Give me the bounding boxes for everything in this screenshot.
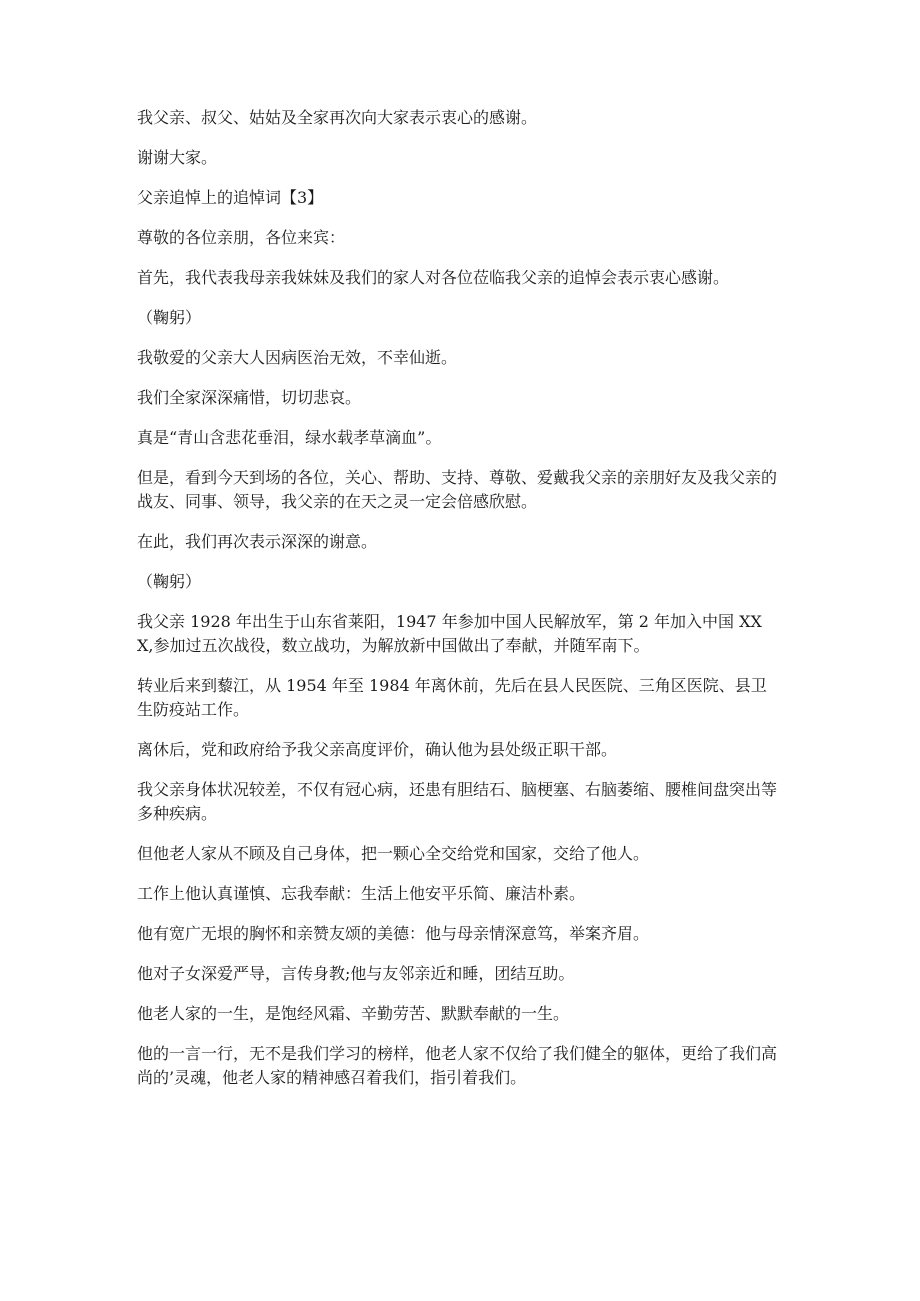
paragraph-retirement: 离休后，党和政府给予我父亲高度评价，确认他为县处级正职干部。: [137, 740, 618, 759]
paragraph-attendees: 但是，看到今天到场的各位，关心、帮助、支持、尊敬、爱戴我父亲的亲朋好友及我父亲的战友、同事、领导，我父亲的在天之灵一定会倍感欣慰。: [137, 468, 778, 511]
paragraph-lifetime: 他老人家的一生，是饱经风霜、辛勤劳苦、默默奉献的一生。: [137, 1004, 570, 1023]
paragraph-biography: 我父亲 1928 年出生于山东省莱阳，1947 年参加中国人民解放军，第 2 年加入中国 XXX,参加过五次战役，数立战功，为解放新中国做出了奉献，并随军南下。: [137, 612, 762, 655]
paragraph-thanks-family: 我父亲、叔父、姑姑及全家再次向大家表示衷心的感谢。: [137, 108, 538, 127]
paragraph-health: 我父亲身体状况较差，不仅有冠心病，还患有胆结石、脑梗塞、右脑萎缩、腰椎间盘突出等多种疾病。: [137, 780, 778, 823]
paragraph-thanks-all: 谢谢大家。: [137, 148, 218, 167]
section-heading: 父亲追悼上的追悼词【3】: [137, 188, 324, 207]
paragraph-career: 转业后来到藜江，从 1954 年至 1984 年离休前，先后在县人民医院、三角区医院、县卫生防疫站工作。: [137, 676, 767, 719]
paragraph-legacy: 他的一言一行，无不是我们学习的榜样，他老人家不仅给了我们健全的躯体，更给了我们高尚的’灵魂，他老人家的精神感召着我们，指引着我们。: [137, 1044, 778, 1087]
paragraph-gratitude: 在此，我们再次表示深深的谢意。: [137, 532, 378, 551]
paragraph-family-neighbors: 他对子女深爱严导，言传身教;他与友邻亲近和睡，团结互助。: [137, 964, 575, 983]
paragraph-bow-1: （鞠躬）: [137, 308, 202, 327]
paragraph-couplet: 真是“青山含悲花垂泪，绿水载孝草滴血”。: [137, 428, 442, 447]
paragraph-virtue: 他有宽广无垠的胸怀和亲赞友颂的美德：他与母亲情深意笃，举案齐眉。: [137, 924, 650, 943]
paragraph-grief: 我们全家深深痛惜，切切悲哀。: [137, 388, 362, 407]
paragraph-dedication: 但他老人家从不顾及自己身体，把一颗心全交给党和国家，交给了他人。: [137, 844, 650, 863]
document-body: [137, 106, 777, 1106]
paragraph-salutation: 尊敬的各位亲朋，各位来宾：: [137, 228, 346, 247]
paragraph-work-life: 工作上他认真谨慎、忘我奉献：生活上他安平乐简、廉洁朴素。: [137, 884, 586, 903]
paragraph-bow-2: （鞠躬）: [137, 572, 202, 591]
paragraph-passing: 我敬爱的父亲大人因病医治无效，不幸仙逝。: [137, 348, 458, 367]
paragraph-opening: 首先，我代表我母亲我妹妹及我们的家人对各位莅临我父亲的追悼会表示衷心感谢。: [137, 268, 730, 287]
